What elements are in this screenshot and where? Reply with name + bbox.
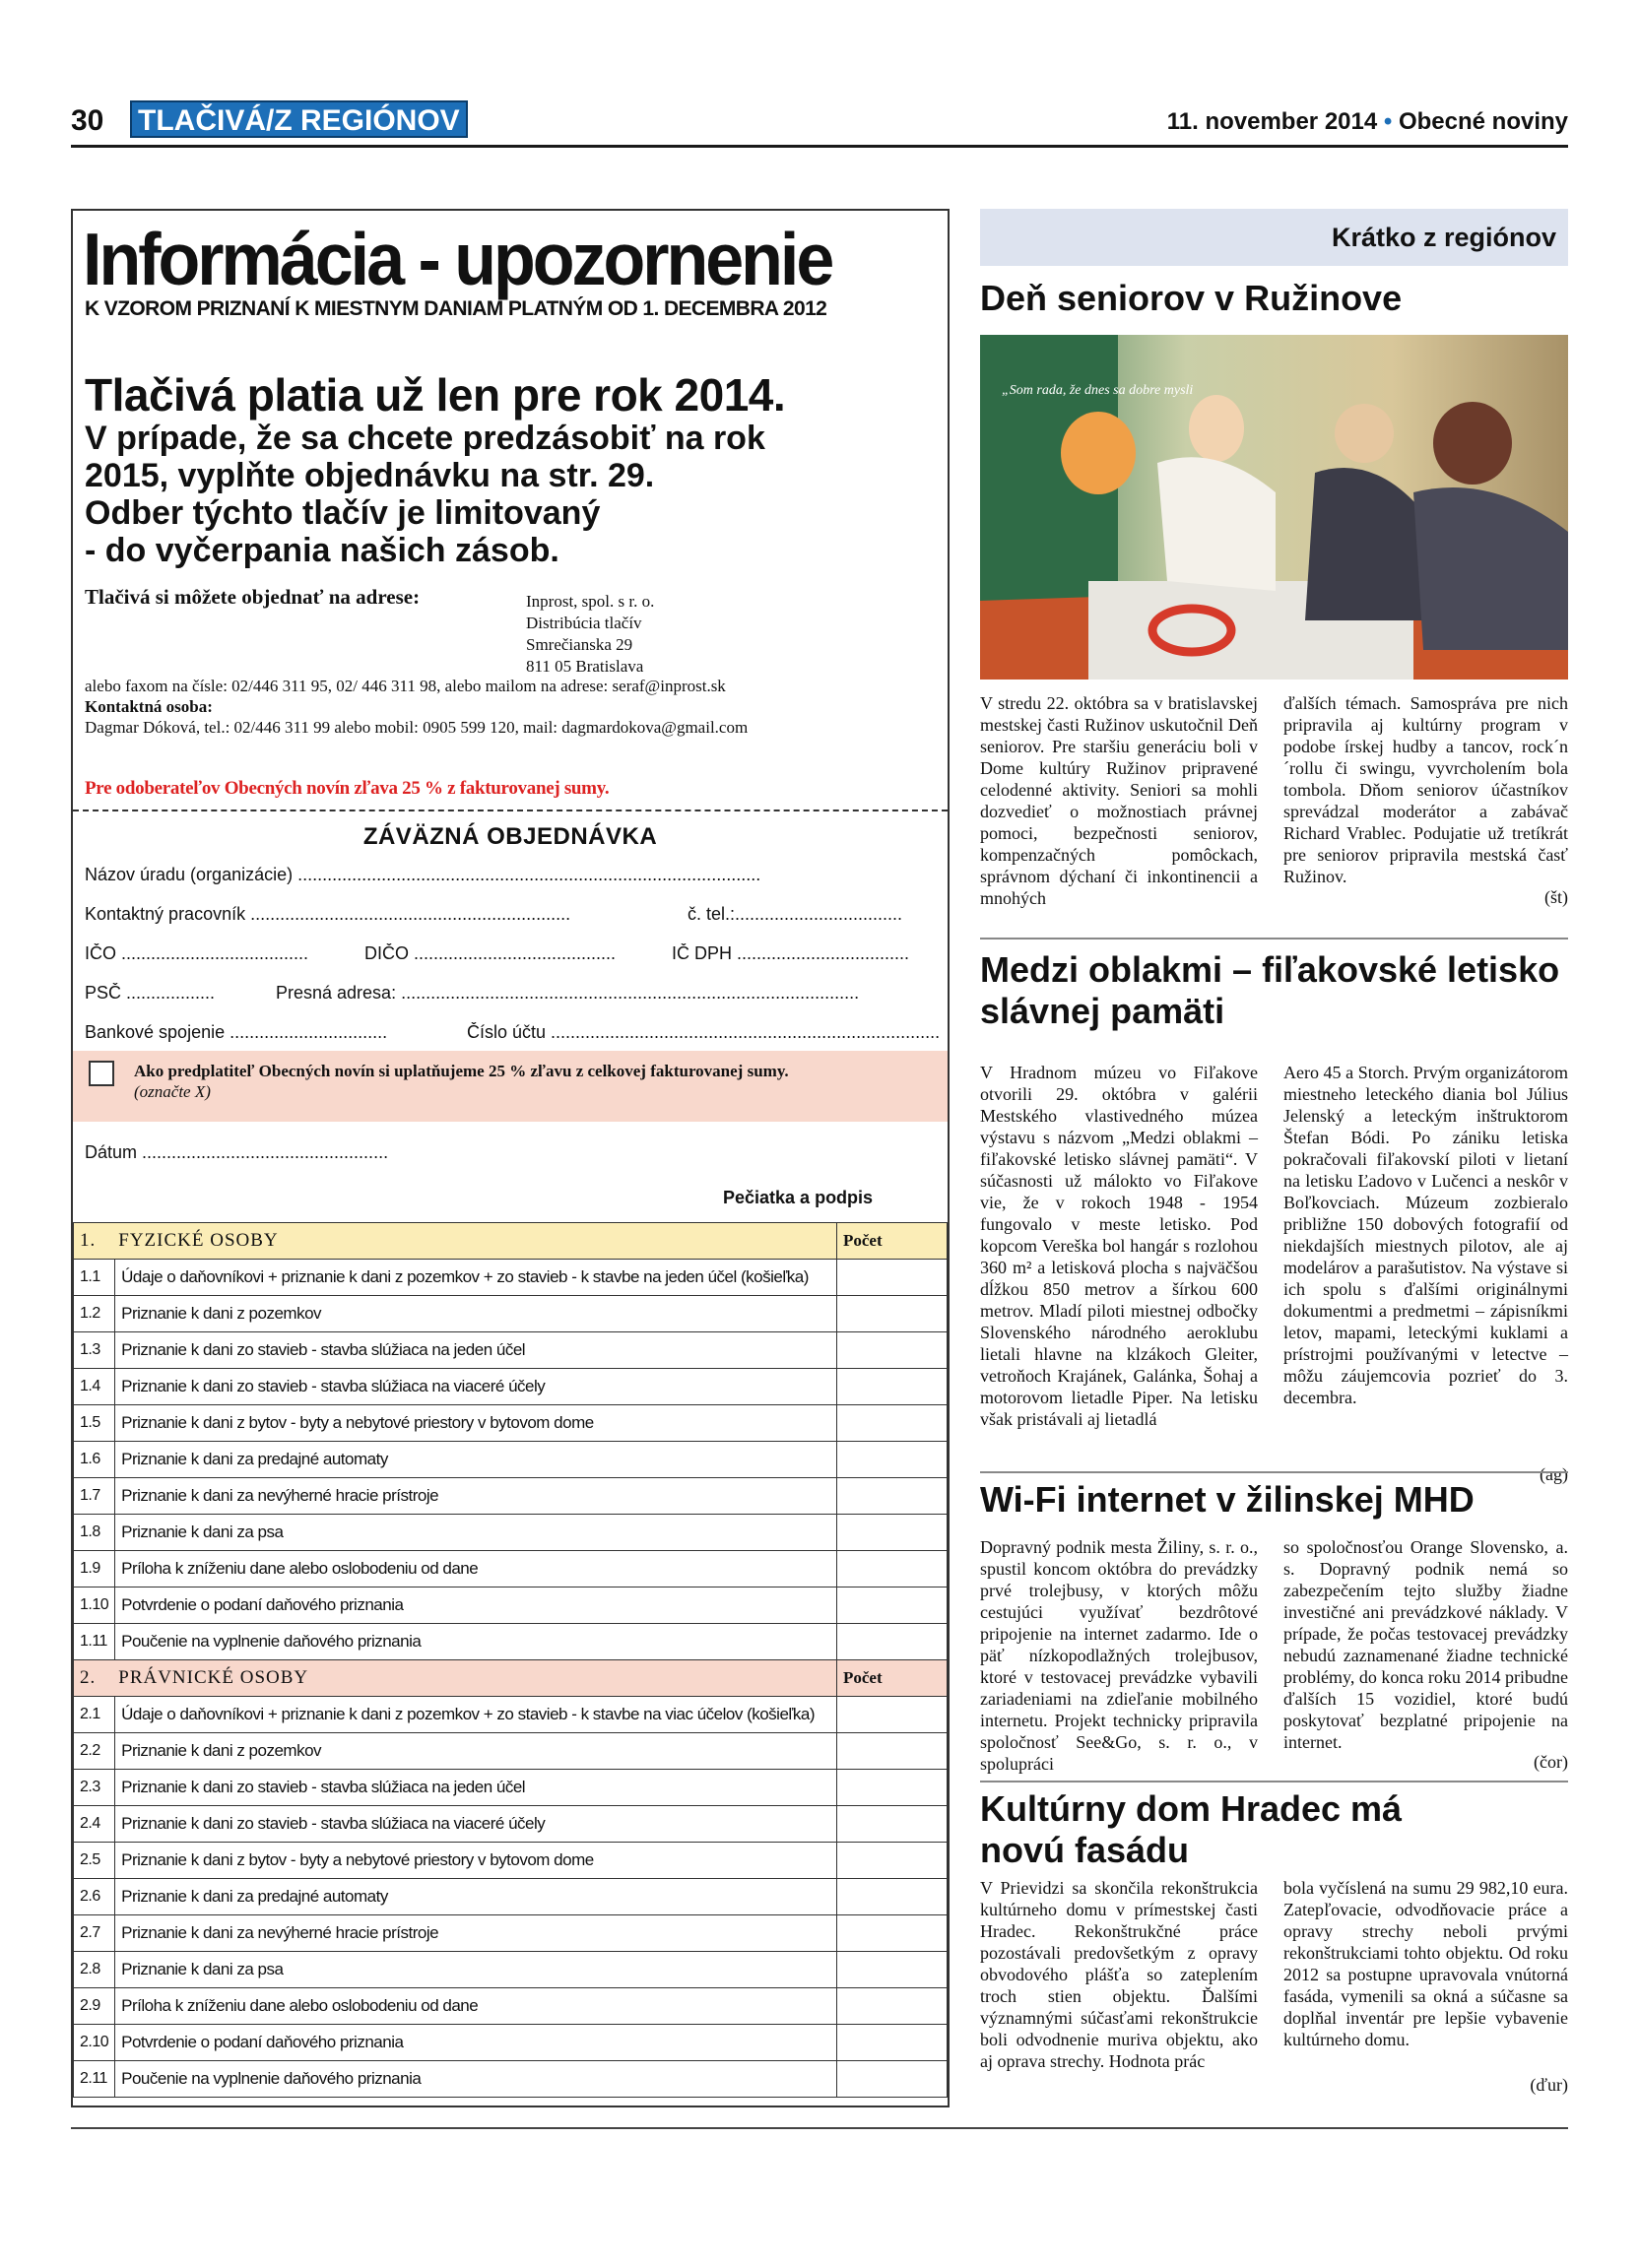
row-label: Priznanie k dani za psa [115,1952,837,1988]
subscriber-discount-row [73,1051,948,1122]
table-row [74,1369,948,1405]
table-row [74,1332,948,1369]
row-number: 2.3 [74,1770,115,1806]
table-row [74,1296,948,1332]
row-label: Potvrdenie o podaní daňového priznania [115,1588,837,1624]
field-phone[interactable]: č. tel.:.................................. [688,904,903,924]
article-title: Deň seniorov v Ružinove [980,278,1403,318]
count-cell[interactable] [837,1332,948,1369]
row-label: Priznanie k dani za predajné automaty [115,1879,837,1915]
row-number: 1.8 [74,1515,115,1551]
field-ico[interactable]: IČO ...................................... [85,943,309,963]
table-row [74,1843,948,1879]
row-label: Priznanie k dani z pozemkov [115,1296,837,1332]
row-number: 1.10 [74,1588,115,1624]
section-title: FYZICKÉ OSOBY [118,1230,279,1251]
count-cell[interactable] [837,1296,948,1332]
count-cell[interactable] [837,1551,948,1588]
count-cell[interactable] [837,1843,948,1879]
count-cell[interactable] [837,1697,948,1733]
row-number: 1.6 [74,1442,115,1478]
row-number: 1.7 [74,1478,115,1515]
table-row [74,1770,948,1806]
seniors-photo [980,335,1568,680]
count-cell[interactable] [837,1515,948,1551]
row-label: Priznanie k dani z pozemkov [115,1733,837,1770]
order-notice-box [71,209,950,2107]
table-row [74,1260,948,1296]
discount-note: Pre odoberateľov Obecných novín zľava 25 % z fakturovanej sumy. [85,778,610,799]
row-label: Príloha k zníženiu dane alebo oslobodeniu od dane [115,1988,837,2025]
row-number: 2.2 [74,1733,115,1770]
row-number: 1.2 [74,1296,115,1332]
section-number: 2. [80,1667,97,1688]
table-row [74,1515,948,1551]
table-row [74,1478,948,1515]
photo-sign-text: „Som rada, že dnes sa dobre mysli [1002,383,1194,398]
field-bank[interactable]: Bankové spojenie ................................ [85,1022,388,1042]
count-cell[interactable] [837,1405,948,1442]
section-title: PRÁVNICKÉ OSOBY [118,1667,309,1688]
cut-line [73,810,948,811]
count-cell[interactable] [837,1806,948,1843]
count-cell[interactable] [837,1478,948,1515]
table-row [74,1952,948,1988]
notice-headline: Tlačivá platia už len pre rok 2014. [85,369,786,421]
row-number: 2.1 [74,1697,115,1733]
section-header [74,1660,837,1697]
field-dic[interactable]: DIČO ......................................... [364,943,617,963]
notice-title: Informácia - upozornenie [83,218,832,301]
row-label: Priznanie k dani zo stavieb - stavba slúžiaca na viaceré účely [115,1369,837,1405]
article-column: V Prievidzi sa skončila rekonštrukcia kultúrneho domu v prímestskej časti Hradec. Rekonštrukčné práce pozostávali predovšetkým z opravy obvodového plášťa so zateplením troch stien objektu. Ďalšími významnými súčasťami rekonštrukcie boli odvodnenie muriva objektu, ako aj oprava strechy. Hodnota prác [980,1878,1258,2071]
row-label: Priznanie k dani zo stavieb - stavba slúžiaca na jeden účel [115,1332,837,1369]
stamp-signature-label: Pečiatka a podpis [723,1188,874,1207]
field-psc[interactable]: PSČ .................. [85,983,216,1003]
section-row [74,1223,948,1260]
row-label: Poučenie na vyplnenie daňového priznania [115,1624,837,1660]
table-row [74,2061,948,2098]
section-header [74,1223,837,1260]
row-label: Údaje o daňovníkovi + priznanie k dani z pozemkov + zo stavieb - k stavbe na viac účelov (košieľka) [115,1697,837,1733]
table-row [74,1697,948,1733]
subscriber-checkbox-label [134,1061,789,1102]
dateline [1167,108,1568,136]
row-label: Priznanie k dani zo stavieb - stavba slúžiaca na jeden účel [115,1770,837,1806]
row-label: Priznanie k dani za nevýherné hracie prístroje [115,1915,837,1952]
address-line: Distribúcia tlačív [526,614,642,632]
article-title: Wi-Fi internet v žilinskej MHD [980,1479,1475,1520]
table-row [74,1405,948,1442]
row-label: Poučenie na vyplnenie daňového priznania [115,2061,837,2098]
field-address[interactable]: Presná adresa: ............................................................................................. [276,983,860,1003]
field-organization[interactable]: Názov úradu (organizácie) .............................................................................................. [85,865,761,884]
article-column: Dopravný podnik mesta Žiliny, s. r. o., spustil koncom októbra do prevádzky prvé trolejbusy, v ktorých môžu cestujúci využívať bezdrôtové pripojenie na internet zadarmo. Ide o päť nízkopodlažných trolejbusov, ktoré v testovacej prevádzke vybavili zariadeniami na zdieľanie mobilného internetu. Projekt technicky pripravila spoločnosť See&Go, s. r. o., v spolupráci [980,1537,1258,1774]
address-label: Tlačivá si môžete objednať na adrese: [85,585,421,609]
count-cell[interactable] [837,1733,948,1770]
article-title: Medzi oblakmi – fiľakovské letisko slávnej pamäti [980,949,1560,1031]
count-cell[interactable] [837,1915,948,1952]
row-label: Priznanie k dani z bytov - byty a nebytové priestory v bytovom dome [115,1843,837,1879]
address-block [526,591,654,678]
separator-dot: • [1383,108,1393,135]
count-cell[interactable] [837,1588,948,1624]
address-line: Inprost, spol. s r. o. [526,592,655,611]
notice-subtitle: K VZOROM PRIZNANÍ K MIESTNYM DANIAM PLATNÝM OD 1. DECEMBRA 2012 [85,297,827,320]
count-cell[interactable] [837,1442,948,1478]
article-column: bola vyčíslená na sumu 29 982,10 eura. Zatepľovacie, odvodňovacie práce a opravy strechy neboli prvými rekonštrukciami tohto objektu. Od roku 2012 sa postupne upravovala vnútorná fasáda, vymenili sa okná a súčasne sa doplňal inventár pre lepšie vybavenie kultúrneho domu. [1283,1878,1568,2049]
row-label: Priznanie k dani za predajné automaty [115,1442,837,1478]
section-kicker: Krátko z regiónov [980,209,1568,266]
table-row [74,1915,948,1952]
row-number: 2.7 [74,1915,115,1952]
field-date[interactable]: Dátum .................................................. [85,1142,389,1162]
row-label: Príloha k zníženiu dane alebo oslobodeniu od dane [115,1551,837,1588]
row-label: Priznanie k dani za nevýherné hracie prístroje [115,1478,837,1515]
row-number: 2.8 [74,1952,115,1988]
table-row [74,1442,948,1478]
count-cell[interactable] [837,1624,948,1660]
article-title: Kultúrny dom Hradec má novú fasádu [980,1788,1403,1870]
page-header [71,100,1568,148]
count-cell[interactable] [837,2025,948,2061]
row-label: Potvrdenie o podaní daňového priznania [115,2025,837,2061]
table-row [74,1588,948,1624]
count-cell[interactable] [837,2061,948,2098]
count-cell[interactable] [837,1369,948,1405]
page-bottom-rule [71,2127,1568,2129]
row-number: 1.1 [74,1260,115,1296]
order-title: ZÁVÄZNÁ OBJEDNÁVKA [362,823,658,850]
field-contact-person[interactable]: Kontaktný pracovník ................................................................. [85,904,571,924]
section-row [74,1660,948,1697]
row-number: 2.9 [74,1988,115,2025]
contact-line: Dagmar Dóková, tel.: 02/446 311 99 alebo mobil: 0905 599 120, mail: dagmardokova@gmail.com [85,718,749,737]
row-number: 2.11 [74,2061,115,2098]
checkbox-text: Ako predplatiteľ Obecných novín si uplatňujeme 25 % zľavu z celkovej fakturovanej sumy. [134,1062,789,1080]
subscriber-checkbox[interactable] [89,1061,114,1086]
table-row [74,1806,948,1843]
article-column: so spoločnosťou Orange Slovensko, a. s. Dopravný podnik nemá so zabezpečením tejto služby žiadne investičné ani prevádzkové náklady. V prípade, že počas testovacej prevádzky nebudú zaznamenané žiadne technické problémy, do konca roku 2014 pribudne ďalších 15 vozidiel, ktoré budú poskytovať bezplatné pripojenie na internet. [1283,1537,1568,1752]
row-label: Priznanie k dani za psa [115,1515,837,1551]
article-column: Aero 45 a Storch. Prvým organizátorom miestneho leteckého diania bol Július Jelenský a leteckým inštruktorom Štefan Bódi. Po zániku letiska pokračovali fiľakovskí piloti v lietaní na letisku Ľadovo v Lučenci a neskôr v Boľkovciach. Múzeum zozbieralo približne 150 dobových fotografií od niekdajších miestnych pilotov, ale aj modelárov a parašutistov. Na výstave si ich spolu s ďalšími originálnymi dokumentmi a predmetmi – zápisníkmi letov, mapami, leteckými kuklami a prístrojmi používanými v letectve – môžu záujemcovia pozrieť do 3. decembra. [1283,1063,1568,1407]
row-number: 1.9 [74,1551,115,1588]
forms-table [73,1222,948,2098]
field-account[interactable]: Číslo účtu ............................................................................... [467,1022,941,1042]
count-cell[interactable] [837,1988,948,2025]
page-number: 30 [71,104,104,137]
section-label: TLAČIVÁ/Z REGIÓNOV [130,100,468,138]
author-signature: (št) [1544,887,1568,907]
article-column: V Hradnom múzeu vo Fiľakove otvorili 29. októbra v galérii Mestského vlastivedného múzea výstavu s názvom „Medzi oblakmi – fiľakovské letisko slávnej pamäti“. V súčasnosti už málokto vo Fiľakove vie, že v rokoch 1948 - 1954 fungovalo v meste letisko. Pod kopcom Vereška bol hangár s rozlohou 360 m² a letisková plocha s najväčšou dĺžkou 850 metrov a šírkou 600 metrov. Mladí piloti miestnej odbočky Slovenského národného aeroklubu lietali hlavne na klzákoch Gleiter, vetroňoch Krajánek, Galánka, Šohaj a motorovom lietadle Piper. Na letisku však pristávali aj lietadlá [980,1063,1258,1429]
author-signature: (čor) [1534,1752,1568,1772]
article-column: V stredu 22. októbra sa v bratislavskej mestskej časti Ružinov uskutočnil Deň seniorov. Pre staršiu generáciu boli v Dome kultúry Ružinov pripravené celodenné aktivity. Seniori sa mohli dozvedieť o možnostiach právnej pomoci, bezpečnosti seniorov, kompenzačných pomôckach, správnom dýchaní či inkontinencii a mnohých [980,693,1258,908]
table-row [74,1624,948,1660]
address-line: Smrečianska 29 [526,635,633,654]
count-header: Počet [837,1223,948,1260]
table-row [74,1551,948,1588]
author-signature: (ag) [1540,1464,1568,1484]
row-number: 1.11 [74,1624,115,1660]
table-row [74,2025,948,2061]
row-number: 1.4 [74,1369,115,1405]
section-number: 1. [80,1230,97,1251]
field-icdph[interactable]: IČ DPH ................................... [672,943,910,963]
article-column: ďalších témach. Samospráva pre nich pripravila aj kultúrny program v podobe írskej hudby a tancov, rock´n´rollu či swingu, vyvrcholením bola tombola. Dňom seniorov účastníkov sprevádzal moderátor a zabávač Richard Vrablec. Podujatie už tretíkrát pre seniorov pripravila mestská časť Ružinov. [1283,693,1568,886]
row-number: 1.3 [74,1332,115,1369]
count-cell[interactable] [837,1770,948,1806]
address-line: 811 05 Bratislava [526,657,644,676]
checkbox-hint: (označte X) [134,1082,211,1101]
fax-line: alebo faxom na čísle: 02/446 311 95, 02/ 446 311 98, alebo mailom na adrese: seraf@inprost.sk [85,677,726,695]
row-label: Priznanie k dani zo stavieb - stavba slúžiaca na viaceré účely [115,1806,837,1843]
row-number: 2.6 [74,1879,115,1915]
row-number: 1.5 [74,1405,115,1442]
table-row [74,1733,948,1770]
paper-name: Obecné noviny [1398,108,1568,135]
photo-illustration [980,335,1568,680]
count-cell[interactable] [837,1879,948,1915]
issue-date: 11. november 2014 [1166,108,1378,135]
article-divider [980,938,1568,940]
row-number: 2.4 [74,1806,115,1843]
count-cell[interactable] [837,1952,948,1988]
count-header: Počet [837,1660,948,1697]
row-label: Údaje o daňovníkovi + priznanie k dani z pozemkov + zo stavieb - k stavbe na jeden účel (košieľka) [115,1260,837,1296]
row-number: 2.10 [74,2025,115,2061]
row-label: Priznanie k dani z bytov - byty a nebytové priestory v bytovom dome [115,1405,837,1442]
article-divider [980,1781,1568,1782]
row-number: 2.5 [74,1843,115,1879]
author-signature: (ďur) [1530,2075,1568,2095]
count-cell[interactable] [837,1260,948,1296]
table-row [74,1988,948,2025]
notice-body: V prípade, že sa chcete predzásobiť na rok 2015, vyplňte objednávku na str. 29. Odber týchto tlačív je limitovaný - do vyčerpania našich zásob. [85,420,765,569]
article-divider [980,1471,1568,1473]
contact-label: Kontaktná osoba: [85,697,213,716]
table-row [74,1879,948,1915]
